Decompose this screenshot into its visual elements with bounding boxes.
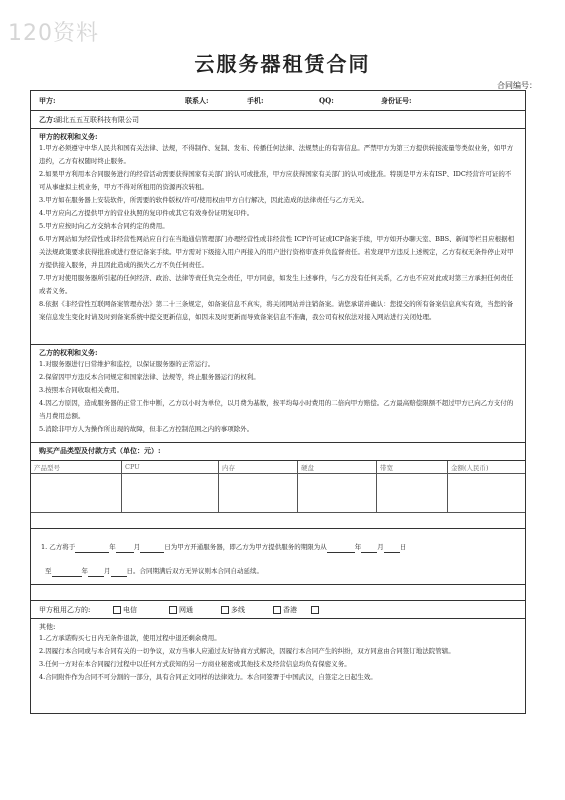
checkbox[interactable] <box>273 606 281 614</box>
day-blank[interactable] <box>384 544 400 553</box>
column-header-memory: 内存 <box>219 461 298 474</box>
product-table-row <box>31 461 525 513</box>
table-cell[interactable] <box>122 474 219 513</box>
table-cell[interactable] <box>377 474 448 513</box>
contract-frame <box>30 90 526 714</box>
list-item: 1.对服务器进行日常维护和监控，以保证服务器的正常运行。 <box>39 360 215 368</box>
term-text: 1. 乙方将于 <box>41 543 76 551</box>
contact-label: 联系人: <box>185 96 209 105</box>
qq-label: QQ: <box>319 96 334 105</box>
checkbox[interactable] <box>311 606 319 614</box>
column-header-bandwidth: 带宽 <box>377 461 448 474</box>
list-item: 3.按照本合同收取相关费用。 <box>39 386 124 394</box>
list-item: 8.依据《非经营性互联网备案管理办法》第二十三条规定，如备案信息不真实，将关闭网站并注销备案。请您承诺并确认：您提交的所有备案信息真实有效，当您的备案信息发生变化时请及时到备案系统中提交更新信息，如因未及时更新而导致备案信息不准确，我公司有权依法对接入网站进行关闭处理。 <box>39 300 514 321</box>
watermark: 120资料 <box>8 21 99 46</box>
term-text: 年 <box>354 543 362 551</box>
year-blank[interactable] <box>75 544 109 553</box>
party-a-label: 甲方: <box>39 96 56 105</box>
column-header-disk: 硬盘 <box>298 461 377 474</box>
list-item: 4.甲方应向乙方提供甲方的营业执照的复印件或其它有效身份证明复印件。 <box>39 209 254 217</box>
list-item: 2.因履行本合同或与本合同有关的一切争议，双方当事人应通过友好协商方式解决，因履行本合同产生的纠纷，双方同意由合同签订地法院管辖。 <box>39 647 455 655</box>
table-cell[interactable] <box>448 474 526 513</box>
service-term-line-2 <box>45 565 263 577</box>
party-b-rights-heading: 乙方的权利和义务: <box>39 348 98 357</box>
id-number-label: 身份证号: <box>381 96 412 105</box>
term-text: 年 <box>109 543 116 551</box>
party-a-row <box>31 91 525 111</box>
list-item: 2.如果甲方利用本合同服务进行的经营活动需要获得国家有关部门的认可或批准，甲方应获得国家有关部门的认可或批准。特别是甲方未有ISP、IDC经营许可证的不可从事虚拟主机业务，甲方不得对所租用的资源再次转租。 <box>39 170 512 191</box>
spacer-row <box>31 585 525 601</box>
checkbox[interactable] <box>169 606 177 614</box>
party-b-rights-section <box>31 345 525 443</box>
service-term-line-1 <box>41 541 406 553</box>
option-label: 网通 <box>179 606 193 614</box>
purchase-heading-row <box>31 443 525 461</box>
party-b-name: 湖北五五互联科技有限公司 <box>55 116 139 124</box>
contract-number-label: 合同编号： <box>497 81 537 90</box>
purchase-heading: 购买产品类型及付款方式（单位：元）: <box>39 446 161 455</box>
service-term-section <box>31 529 525 585</box>
option-label: 香港 <box>283 606 297 614</box>
column-header-model: 产品型号 <box>31 461 122 474</box>
month-blank[interactable] <box>116 544 134 553</box>
list-item: 2.保留因甲方违反本合同规定和国家法律、法规等，终止服务器运行的权利。 <box>39 373 260 381</box>
network-option-netcom[interactable] <box>159 604 193 616</box>
other-section <box>31 619 525 684</box>
term-text: 月 <box>377 543 384 551</box>
table-cell[interactable] <box>298 474 377 513</box>
phone-label: 手机: <box>247 96 264 105</box>
term-text: 日 <box>399 543 407 551</box>
network-option-hongkong[interactable] <box>263 604 297 616</box>
checkbox[interactable] <box>113 606 121 614</box>
option-label: 电信 <box>123 606 137 614</box>
party-a-rights-section <box>31 129 525 345</box>
list-item: 4.合同附件作为合同不可分割的一部分，具有合同正文同样的法律效力。本合同签署于中国武汉，自签定之日起生效。 <box>39 673 377 681</box>
list-item: 6.甲方网站如为经营性或非经营性网站应自行在当地通信管理部门办理经营性或非经营性 ICP许可证或ICP备案手续，甲方如开办聊天室、BBS、新闻等栏目应根据相关法规政策要求获得批准或进行登记备案手续。甲方需对下级接入用户再接入的用户进行资格审查并负监督责任。若发现甲方违反上述规定，乙方有权无条件停止对甲方提供接入服务，并且因此造成的损失乙方不负任何责任。 <box>39 235 515 269</box>
network-option-telecom[interactable] <box>103 604 137 616</box>
term-text: 月 <box>104 567 111 575</box>
party-b-label: 乙方: <box>39 115 56 124</box>
day-blank[interactable] <box>111 568 127 577</box>
other-heading: 其他: <box>39 623 56 631</box>
list-item: 1.乙方承诺购买七日内无条件退款，使用过程中退还剩余费用。 <box>39 634 221 642</box>
option-label: 多线 <box>231 606 245 614</box>
term-text: 月 <box>133 543 141 551</box>
year-blank[interactable] <box>327 544 355 553</box>
list-item: 7.甲方对使用服务器所引起的任何经济、政治、法律等责任负完全责任，甲方同意，如发生上述事件，与乙方没有任何关系，乙方也不应对此或对第三方承担任何责任或者义务。 <box>39 274 514 295</box>
network-label: 甲方租用乙方的: <box>39 606 91 614</box>
table-cell[interactable] <box>31 474 122 513</box>
network-option-multiline[interactable] <box>211 604 245 616</box>
year-blank[interactable] <box>52 568 82 577</box>
list-item: 3.甲方如在服务器上安装软件，所需要的软件版权/许可/使用权由甲方自行解决，因此造成的法律责任与乙方无关。 <box>39 196 369 204</box>
list-item: 5.甲方应按时向乙方交纳本合同约定的费用。 <box>39 222 169 230</box>
product-table <box>31 461 525 513</box>
list-item: 4.因乙方原因，造成服务器的正常工作中断，乙方以小时为单位，以月费为基数，按平均每小时费用的二倍向甲方赔偿。乙方最高赔偿限额不超过甲方已向乙方支付的当月费用总额。 <box>39 399 514 420</box>
month-blank[interactable] <box>88 568 104 577</box>
column-header-cpu: CPU <box>122 461 219 474</box>
list-item: 5.消除非甲方人为操作所出现的故障，但非乙方控制范围之内的事项除外。 <box>39 425 254 433</box>
column-header-amount: 金额(人民币) <box>448 461 526 474</box>
list-item: 3.任何一方对在本合同履行过程中以任何方式获知的另一方商业秘密或其他技术及经营信息均负有保密义务。 <box>39 660 351 668</box>
month-blank[interactable] <box>361 544 377 553</box>
spacer-row <box>31 513 525 529</box>
list-item: 1.甲方必须遵守中华人民共和国有关法律、法规，不得制作、复制、发布、传播任何法律、法规禁止的有害信息。严禁甲方为第三方提供转接流量等类似业务，如甲方违约，乙方有权随时终止服务。 <box>39 144 514 165</box>
term-text: 日为甲方开通服务器，即乙方为甲方提供服务的期限为从 <box>164 543 327 551</box>
party-b-row <box>31 111 525 129</box>
party-a-rights-heading: 甲方的权利和义务: <box>39 132 98 141</box>
term-text: 年 <box>81 567 88 575</box>
day-blank[interactable] <box>140 544 164 553</box>
table-cell[interactable] <box>219 474 298 513</box>
checkbox[interactable] <box>221 606 229 614</box>
term-text: 日。合同期满后双方无异议则本合同自动延续。 <box>126 567 263 575</box>
network-selection-row <box>31 601 525 619</box>
term-text: 至 <box>45 567 52 575</box>
document-title: 云服务器租赁合同 <box>194 52 371 76</box>
